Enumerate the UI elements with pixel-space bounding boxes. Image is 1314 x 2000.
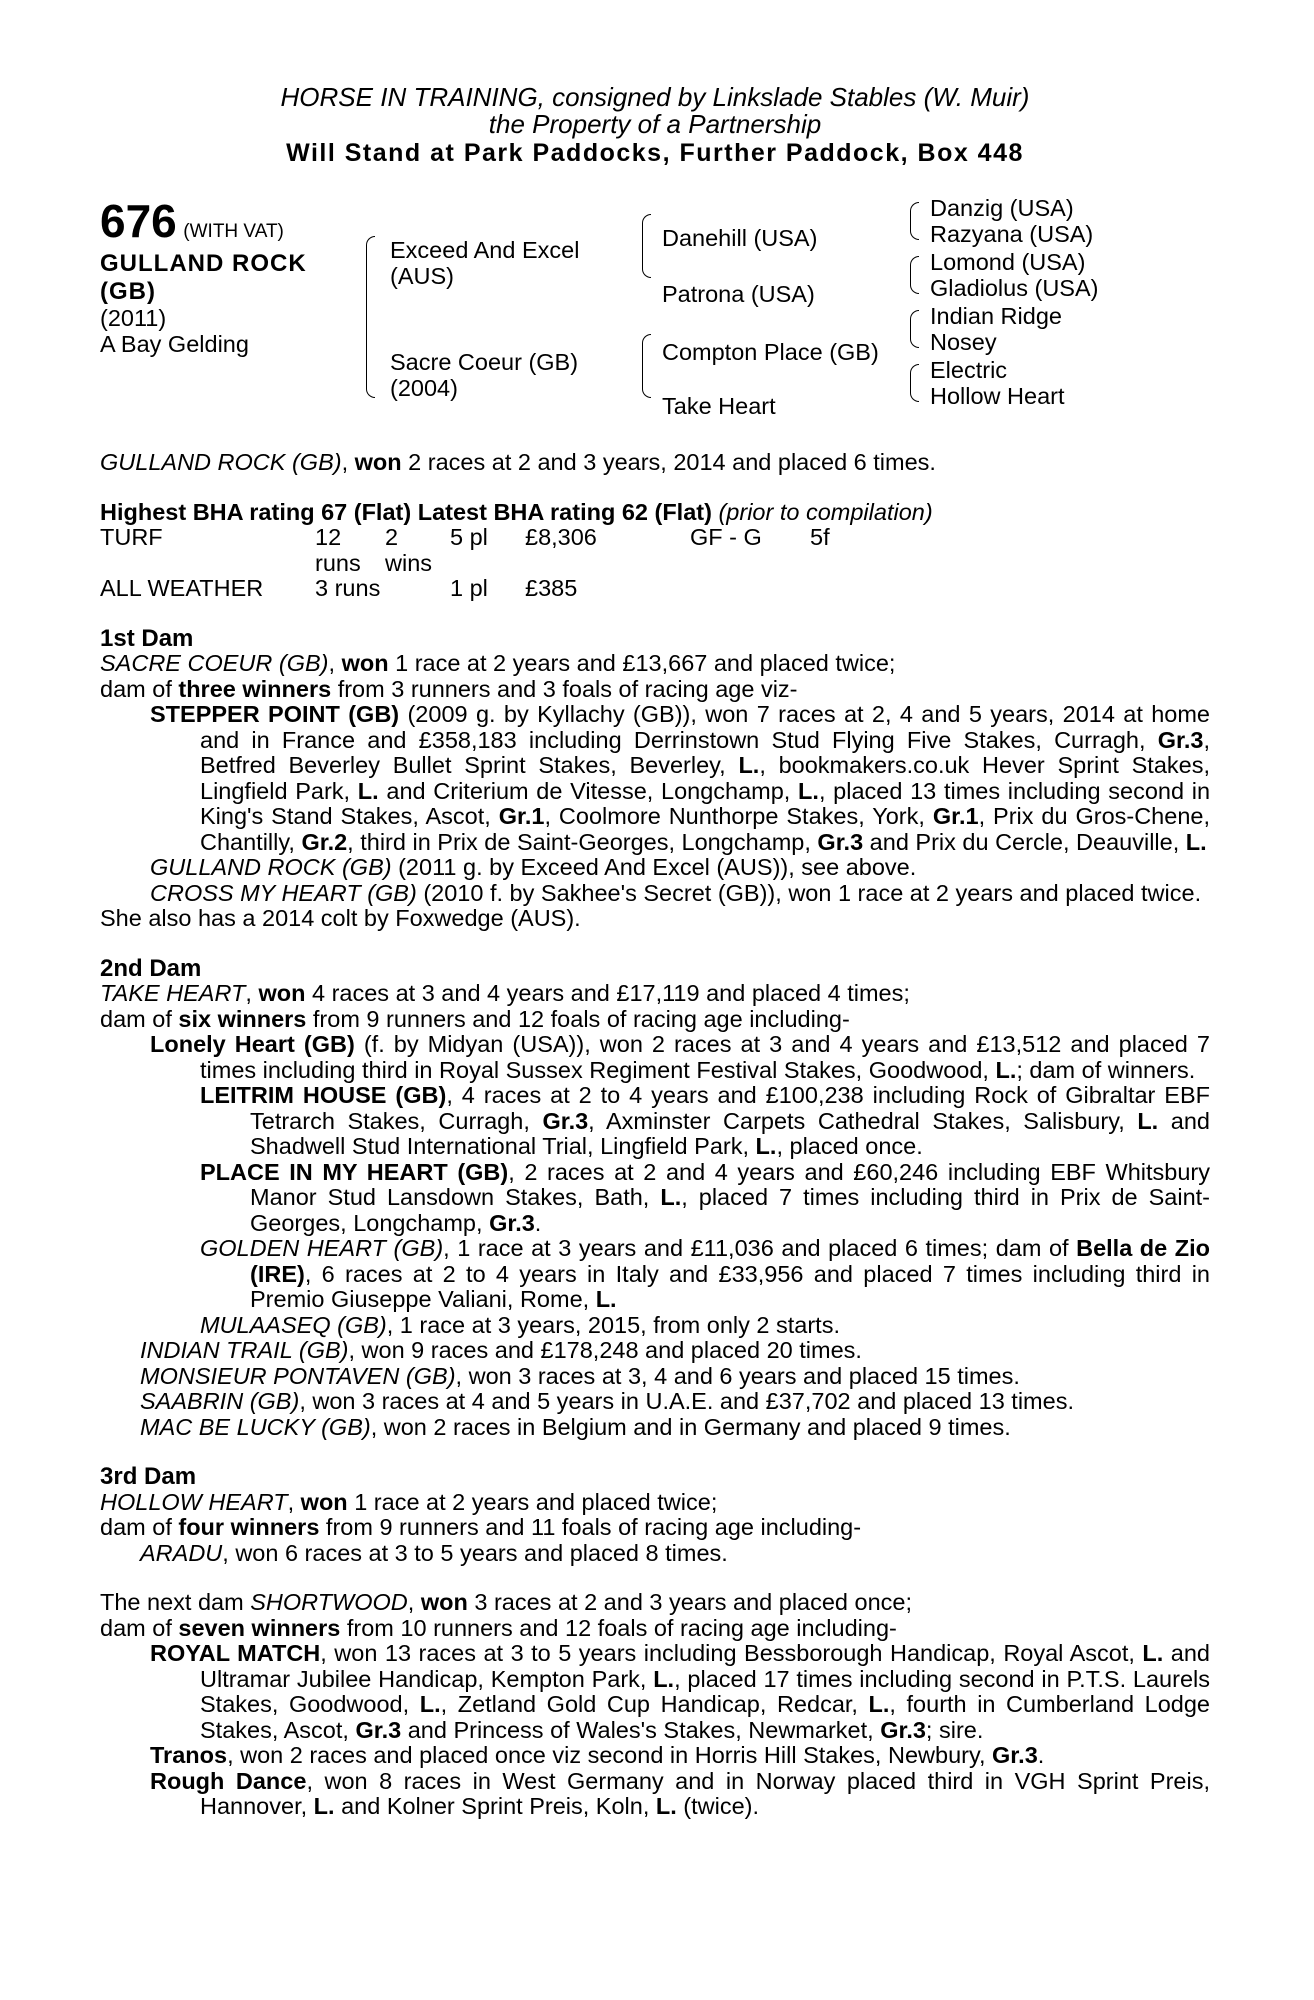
dam-sire-brace: [642, 334, 651, 398]
grade: Gr.1: [498, 803, 545, 829]
sire-sire: Danehill (USA): [662, 225, 818, 251]
winners-count: seven winners: [178, 1614, 341, 1641]
text: ; sire.: [925, 1716, 984, 1743]
third-dam-heading: 3rd Dam: [100, 1463, 197, 1490]
grade: Gr.3: [992, 1742, 1038, 1768]
produce-royal-match: [100, 1641, 1210, 1743]
text: dam of: [100, 1005, 179, 1032]
text: , won 6 races at 3 to 5 years and placed 8 times.: [222, 1539, 728, 1566]
dds: Electric: [930, 357, 1008, 383]
produce-name: ARADU: [140, 1539, 223, 1566]
consignor-line: HORSE IN TRAINING, consigned by Linkslade Stables (W. Muir): [280, 82, 1030, 112]
first-dam-produce-line: [100, 677, 1210, 703]
text: , placed 17 times including second in P.T.S. Laurels Stakes, Goodwood,: [200, 1665, 1210, 1717]
dam-name: HOLLOW HEART: [100, 1488, 288, 1515]
second-dam-line: TAKE HEART, won 4 races at 3 and 4 years and £17,119 and placed 4 times;: [100, 980, 910, 1006]
text: , won 2 races and placed once viz second in Horris Hill Stakes, Newbury,: [227, 1742, 993, 1768]
text: , won 13 races at 3 to 5 years including Bessborough Handicap, Royal Ascot,: [320, 1640, 1143, 1666]
produce-name: ROYAL MATCH: [150, 1640, 321, 1666]
grade: Gr.3: [355, 1716, 402, 1743]
horse-name: GULLAND ROCK: [100, 250, 307, 277]
stat-placed: 5 pl: [450, 524, 488, 550]
text: 1 race at 2 years and £13,667 and placed twice;: [388, 650, 896, 676]
text: , placed 13 times including second in King's Stand Stakes, Ascot,: [200, 777, 1211, 829]
text: , fourth in Cumberland Lodge Stakes, Ascot,: [200, 1691, 1210, 1743]
stat-surface: TURF: [100, 524, 163, 550]
dam-sire: Compton Place (GB): [662, 339, 879, 365]
text: dam of: [100, 1614, 179, 1641]
winners-count: six winners: [178, 1005, 307, 1032]
text: (2011 g. by Exceed And Excel (AUS)), see above.: [391, 854, 917, 880]
won: won: [420, 1589, 468, 1615]
next-dam-section: [100, 1590, 1210, 1820]
brace-g2: [910, 256, 919, 294]
text: , 6 races at 2 to 4 years in Italy and £33,956 and placed 7 times including third in Premio Giuseppe Valiani, Rome,: [250, 1260, 1210, 1312]
winners-count: four winners: [178, 1514, 320, 1540]
sdd: Gladiolus (USA): [930, 275, 1099, 301]
won: won: [258, 980, 306, 1006]
produce-name: INDIAN TRAIL (GB): [140, 1337, 349, 1363]
text: from 9 runners and 11 foals of racing age including-: [319, 1514, 862, 1540]
produce-name: SAABRIN (GB): [140, 1388, 300, 1414]
text: , won 8 races in West Germany and in Norway placed third in VGH Sprint Preis, Hannover,: [200, 1767, 1210, 1819]
winners-count: three winners: [178, 675, 332, 702]
summary-horse: GULLAND ROCK (GB): [100, 449, 342, 475]
brace-g4: [910, 364, 919, 402]
text: , third in Prix de Saint-Georges, Longchamp,: [347, 828, 818, 855]
grade: Gr.3: [880, 1716, 926, 1743]
dam-name: TAKE HEART: [100, 980, 246, 1006]
dam-year: (2004): [390, 375, 458, 401]
dam-name: SACRE COEUR (GB): [100, 650, 329, 676]
text: , won 2 races in Belgium and in Germany and placed 9 times.: [370, 1413, 1011, 1440]
horse-description: A Bay Gelding: [100, 330, 249, 357]
catalogue-page: [100, 84, 1210, 1820]
listed: L.: [357, 777, 379, 804]
second-dam-section: [100, 956, 1210, 1441]
rating-bold: Highest BHA rating 67 (Flat) Latest BHA rating 62 (Flat): [100, 498, 712, 525]
rating-block: [100, 500, 1210, 602]
produce-name: Rough Dance: [150, 1767, 307, 1794]
text: , Betfred Beverley Bullet Sprint Stakes, Beverley,: [200, 726, 1210, 778]
stat-distance: [810, 576, 870, 602]
listed: L.: [1185, 828, 1207, 855]
listed: L.: [868, 1691, 890, 1717]
text: from 10 runners and 12 foals of racing age including-: [340, 1614, 897, 1641]
text: The next dam: [100, 1589, 251, 1615]
horse-country: (GB): [100, 278, 156, 305]
sire-name: Exceed And Excel: [390, 237, 580, 263]
text: , Axminster Carpets Cathedral Stakes, Salisbury,: [588, 1107, 1138, 1134]
listed: L.: [755, 1133, 777, 1159]
produce-saabrin: [100, 1389, 1210, 1415]
next-dam-produce-line: [100, 1616, 1210, 1642]
text: from 9 runners and 12 foals of racing age including-: [306, 1005, 850, 1032]
produce-mac-be-lucky: [100, 1415, 1210, 1441]
rating-line: [100, 500, 1210, 526]
pedigree-table: [100, 196, 1210, 446]
stat-wins: [385, 576, 450, 602]
summary-rest: 2 races at 2 and 3 years, 2014 and placed 6 times.: [401, 449, 936, 475]
second-dam-heading: 2nd Dam: [100, 954, 202, 982]
produce-name: MONSIEUR PONTAVEN (GB): [140, 1362, 456, 1389]
dss: Indian Ridge: [930, 303, 1062, 329]
listed: L.: [653, 1665, 675, 1692]
text: , 1 race at 3 years and £11,036 and placed 6 times; dam of: [443, 1235, 1077, 1261]
text: , Coolmore Nunthorpe Stakes, York,: [544, 803, 933, 829]
stat-placed: 1 pl: [450, 575, 488, 601]
produce-rough-dance: [100, 1769, 1210, 1820]
produce-gulland-rock: [100, 855, 1210, 881]
produce-name: Lonely Heart (GB): [150, 1031, 355, 1057]
text: (2010 f. by Sakhee's Secret (GB)), won 1 race at 2 years and placed twice.: [416, 879, 1202, 906]
lot-block: [100, 196, 307, 357]
text: 1 race at 2 years and placed twice;: [347, 1488, 718, 1515]
listed: L.: [1142, 1640, 1164, 1666]
third-dam-line: HOLLOW HEART, won 1 race at 2 years and placed twice;: [100, 1488, 718, 1515]
stat-runs: 3 runs: [315, 575, 381, 601]
first-dam-line: SACRE COEUR (GB), won 1 race at 2 years and £13,667 and placed twice;: [100, 650, 896, 676]
produce-name: Bella de Zio (IRE): [250, 1235, 1211, 1287]
stat-money: £8,306: [525, 524, 597, 550]
dsd: Nosey: [930, 329, 997, 355]
sire-dam-brace: [366, 236, 375, 398]
text: , bookmakers.co.uk Hever Sprint Stakes, Lingfield Park,: [200, 752, 1210, 804]
text: , Prix du Gros-Chene, Chantilly,: [200, 803, 1210, 855]
stat-going: GF - G: [690, 524, 762, 550]
text: dam of: [100, 675, 179, 702]
text: , 1 race at 3 years, 2015, from only 2 starts.: [386, 1311, 840, 1338]
ddd: Hollow Heart: [930, 383, 1065, 409]
grade: Gr.3: [1157, 726, 1204, 753]
produce-name: STEPPER POINT (GB): [150, 701, 400, 727]
text: (f. by Midyan (USA)), won 2 races at 3 and 4 years and £13,512 and placed 7 times including third in Royal Sussex Regiment Festival Stakes, Goodwood,: [200, 1031, 1210, 1083]
lot-number: 676: [100, 195, 177, 247]
produce-aradu: [100, 1541, 1210, 1567]
sire-dam: Patrona (USA): [662, 281, 815, 307]
sds: Lomond (USA): [930, 249, 1086, 275]
first-dam-heading: 1st Dam: [100, 624, 194, 652]
won: won: [341, 650, 389, 676]
grade: Gr.3: [489, 1209, 535, 1236]
won: won: [300, 1488, 348, 1515]
stat-wins: 2 wins: [385, 524, 433, 576]
produce-cross-my-heart: [100, 881, 1210, 907]
grade: Gr.3: [817, 828, 864, 855]
stat-money: £385: [525, 575, 578, 601]
dam-dam: Take Heart: [662, 393, 776, 419]
also-note: She also has a 2014 colt by Foxwedge (AUS).: [100, 905, 581, 931]
ssd: Razyana (USA): [930, 221, 1094, 247]
produce-golden-heart: [100, 1236, 1210, 1313]
produce-name: LEITRIM HOUSE (GB): [200, 1082, 447, 1108]
produce-name: GULLAND ROCK (GB): [150, 854, 392, 880]
stat-surface: ALL WEATHER: [100, 575, 264, 601]
produce-name: CROSS MY HEART (GB): [150, 879, 417, 906]
sire-country: (AUS): [390, 263, 454, 289]
stats-row-turf: [100, 525, 1210, 576]
dam-name: SHORTWOOD: [250, 1589, 408, 1615]
listed: L.: [1137, 1107, 1159, 1134]
text: and Shadwell Stud International Trial, Lingfield Park,: [250, 1107, 1211, 1159]
property-line: the Property of a Partnership: [488, 109, 822, 139]
dam-name: Sacre Coeur (GB): [390, 349, 579, 375]
produce-indian-trail: [100, 1338, 1210, 1364]
text: ,: [407, 1589, 421, 1615]
produce-mulaaseq: [100, 1313, 1210, 1339]
text: .: [1037, 1742, 1045, 1768]
vat-note: (WITH VAT): [183, 221, 284, 242]
listed: L.: [313, 1793, 335, 1819]
produce-monsieur-pontaven: [100, 1364, 1210, 1390]
foaling-year: (2011): [100, 305, 167, 331]
text: , won 3 races at 4 and 5 years in U.A.E. and £37,702 and placed 13 times.: [299, 1388, 1074, 1414]
text: (twice).: [676, 1793, 760, 1819]
stat-runs: 12 runs: [315, 524, 361, 576]
produce-lonely-heart: [100, 1032, 1210, 1083]
grade: Gr.1: [932, 803, 979, 829]
brace-g1: [910, 202, 919, 240]
text: , 4 races at 2 to 4 years and £100,238 including Rock of Gibraltar EBF Tetrarch Stakes, Curragh,: [250, 1082, 1210, 1134]
text: from 3 runners and 3 foals of racing age viz-: [331, 675, 798, 702]
sss: Danzig (USA): [930, 195, 1074, 221]
text: (2009 g. by Kyllachy (GB)), won 7 races at 2, 4 and 5 years, 2014 at home and in France and £358,183 including Derrinstown Stud Flying Five Stakes, Curragh,: [200, 701, 1211, 753]
listed: L.: [655, 1793, 677, 1819]
text: , placed 7 times including third in Prix de Saint-Georges, Longchamp,: [250, 1184, 1210, 1236]
text: , Zetland Gold Cup Handicap, Redcar,: [440, 1691, 869, 1717]
sire-sire-brace: [642, 214, 651, 278]
text: , won 3 races at 3, 4 and 6 years and placed 15 times.: [455, 1362, 1020, 1389]
produce-name: MULAASEQ (GB): [200, 1311, 387, 1338]
produce-name: Tranos: [150, 1742, 228, 1768]
produce-leitrim-house: [100, 1083, 1210, 1160]
text: , won 9 races and £178,248 and placed 20 times.: [348, 1337, 862, 1363]
text: , 2 races at 2 and 4 years and £60,246 including EBF Whitsbury Manor Stud Lansdown Stakes, Bath,: [250, 1158, 1210, 1210]
text: 3 races at 2 and 3 years and placed once;: [467, 1589, 913, 1615]
third-dam-produce-line: [100, 1515, 1210, 1541]
listed: L.: [995, 1056, 1017, 1083]
grade: Gr.2: [301, 828, 348, 855]
stand-line: Will Stand at Park Paddocks, Further Paddock, Box 448: [286, 139, 1024, 167]
text: and Prix du Cercle, Deauville,: [863, 828, 1186, 855]
text: and Kolner Sprint Preis, Koln,: [334, 1793, 656, 1819]
listed: L.: [660, 1184, 682, 1210]
rating-note: (prior to compilation): [718, 498, 933, 525]
listed: L.: [738, 752, 760, 778]
summary-won: won: [354, 449, 402, 475]
grade: Gr.3: [542, 1107, 589, 1134]
first-dam-section: [100, 626, 1210, 932]
stats-row-aw: [100, 576, 1210, 602]
stat-going: [690, 576, 810, 602]
text: ; dam of winners.: [1016, 1056, 1196, 1083]
produce-name: GOLDEN HEART (GB): [200, 1235, 444, 1261]
text: , placed once.: [776, 1133, 923, 1159]
stat-distance: 5f: [810, 524, 830, 550]
text: and Criterium de Vitesse, Longchamp,: [378, 777, 799, 804]
third-dam-section: [100, 1464, 1210, 1566]
produce-stepper-point: [100, 702, 1210, 855]
text: dam of: [100, 1514, 179, 1540]
text: 4 races at 3 and 4 years and £17,119 and placed 4 times;: [305, 980, 910, 1006]
produce-tranos: [100, 1743, 1210, 1769]
next-dam-line: [100, 1590, 1210, 1616]
second-dam-produce-line: [100, 1007, 1210, 1033]
listed: L.: [419, 1691, 441, 1717]
listed: L.: [595, 1286, 617, 1312]
produce-name: MAC BE LUCKY (GB): [140, 1413, 371, 1440]
produce-name: PLACE IN MY HEART (GB): [200, 1158, 509, 1185]
text: and Princess of Wales's Stakes, Newmarket,: [401, 1716, 881, 1743]
produce-place-in-my-heart: [100, 1160, 1210, 1237]
text: and Ultramar Jubilee Handicap, Kempton Park,: [200, 1640, 1211, 1692]
listed: L.: [798, 777, 819, 804]
race-summary: GULLAND ROCK (GB), won 2 races at 2 and 3 years, 2014 and placed 6 times.: [100, 449, 936, 475]
text: .: [534, 1209, 542, 1236]
brace-g3: [910, 310, 919, 348]
